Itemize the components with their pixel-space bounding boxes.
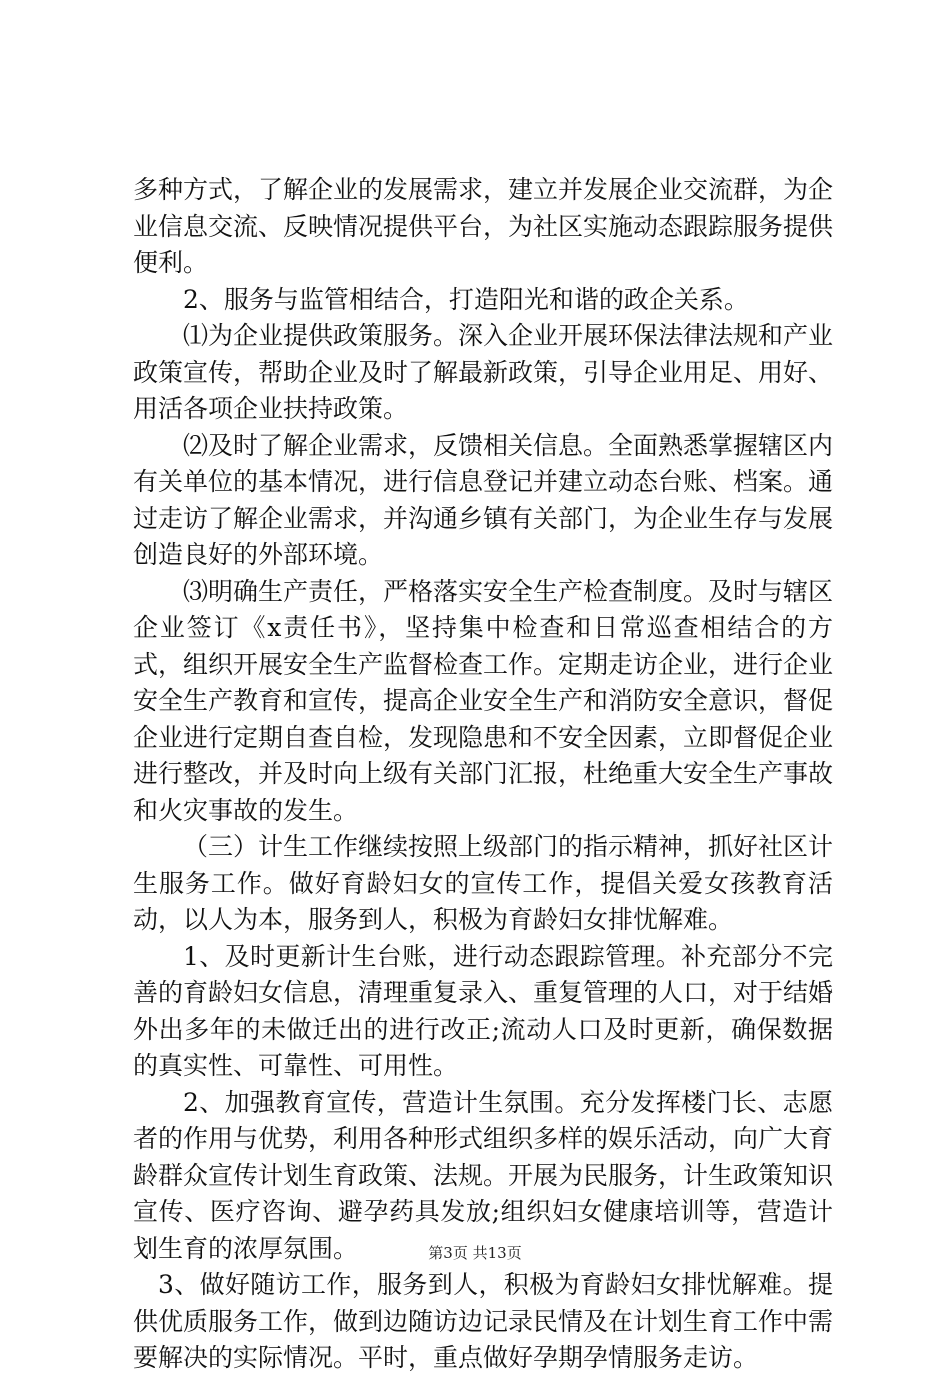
paragraph-continuation: 多种方式，了解企业的发展需求，建立并发展企业交流群，为企业信息交流、反映情况提供平台，为社区实施动态跟踪服务提供便利。 [133, 175, 834, 277]
paragraph-sub-item-3: ⑶明确生产责任，严格落实安全生产检查制度。及时与辖区企业签订《x责任书》，坚持集中检查和日常巡查相结合的方式，组织开展安全生产监督检查工作。定期走访企业，进行企业安全生产教育和宣传，提高企业安全生产和消防安全意识，督促企业进行定期自查自检，发现隐患和不安全因素，立即督促企业进行整改，并及时向上级有关部门汇报，杜绝重大安全生产事故和火灾事故的发生。 [133, 576, 834, 825]
page-number-footer: 第3页 共13页 [428, 1244, 522, 1262]
paragraph-family-planning-1: 1、及时更新计生台账，进行动态跟踪管理。补充部分不完善的育龄妇女信息，清理重复录入、重复管理的人口，对于结婚外出多年的未做迁出的进行改正;流动人口及时更新，确保数据的真实性、可靠性、可用性。 [133, 941, 834, 1080]
document-body [133, 172, 833, 1377]
paragraph-sub-item-1: ⑴为企业提供政策服务。深入企业开展环保法律法规和产业政策宣传，帮助企业及时了解最新政策，引导企业用足、用好、用活各项企业扶持政策。 [133, 321, 834, 423]
paragraph-sub-item-2: ⑵及时了解企业需求，反馈相关信息。全面熟悉掌握辖区内有关单位的基本情况，进行信息登记并建立动态台账、档案。通过走访了解企业需求，并沟通乡镇有关部门，为企业生存与发展创造良好的外部环境。 [133, 430, 834, 569]
paragraph-family-planning-2: 2、加强教育宣传，营造计生氛围。充分发挥楼门长、志愿者的作用与优势，利用各种形式组织多样的娱乐活动，向广大育龄群众宣传计划生育政策、法规。开展为民服务，计生政策知识宣传、医疗咨询、避孕药具发放;组织妇女健康培训等，营造计划生育的浓厚氛围。 [133, 1087, 834, 1263]
paragraph-family-planning-3: 3、做好随访工作，服务到人，积极为育龄妇女排忧解难。提供优质服务工作，做到边随访边记录民情及在计划生育工作中需要解决的实际情况。平时，重点做好孕期孕情服务走访。 [133, 1270, 834, 1372]
paragraph-section-3: （三）计生工作继续按照上级部门的指示精神，抓好社区计生服务工作。做好育龄妇女的宣传工作，提倡关爱女孩教育活动，以人为本，服务到人，积极为育龄妇女排忧解难。 [133, 832, 834, 934]
paragraph-item-2-heading: 2、服务与监管相结合，打造阳光和谐的政企关系。 [183, 284, 749, 314]
